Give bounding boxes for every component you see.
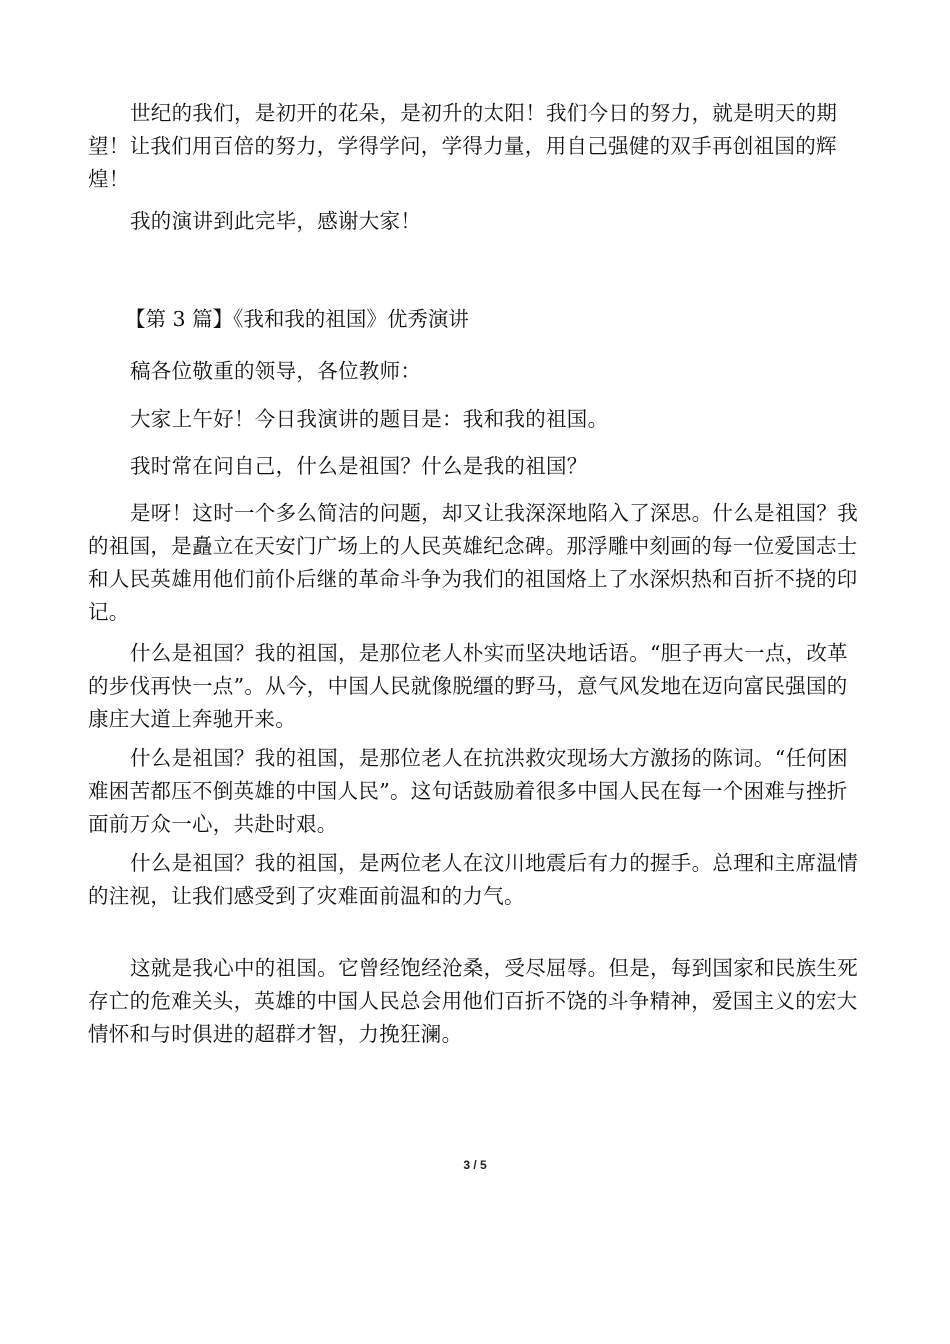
paragraph-monument: 是呀！这时一个多么简洁的问题，却又让我深深地陷入了深思。什么是祖国？我的祖国，是矗立在天安门广场上的人民英雄纪念碑。那浮雕中刻画的每一位爱国志士和人民英雄用他们前仆后继的革命斗争为我们的祖国烙上了水深炽热和百折不挠的印记。	[88, 501, 858, 624]
paragraph-closing-vision: 世纪的我们，是初开的花朵，是初升的太阳！我们今日的努力，就是明天的期望！让我们用百倍的努力，学得学问，学得力量，用自己强健的双手再创祖国的辉煌！	[88, 101, 838, 191]
paragraph-reform: 什么是祖国？我的祖国，是那位老人朴实而坚决地话语。“胆子再大一点，改革的步伐再快一点”。从今，中国人民就像脱缰的野马，意气风发地在迈向富民强国的康庄大道上奔驰开来。	[88, 641, 848, 731]
paragraph-salutation: 稿各位敬重的领导，各位教师：	[130, 359, 422, 383]
paragraph-flood-relief: 什么是祖国？我的祖国，是那位老人在抗洪救灾现场大方激扬的陈词。“任何困难困苦都压不倒英雄的中国人民”。这句话鼓励着很多中国人民在每一个困难与挫折面前万众一心，共赴时艰。	[88, 746, 848, 836]
paragraph-earthquake: 什么是祖国？我的祖国，是两位老人在汶川地震后有力的握手。总理和主席温情的注视，让我们感受到了灾难面前温和的力气。	[88, 851, 858, 908]
paragraph-speech-end: 我的演讲到此完毕，感谢大家！	[130, 209, 422, 233]
paragraph-greeting: 大家上午好！今日我演讲的题目是：我和我的祖国。	[130, 407, 609, 431]
paragraph-motherland: 这就是我心中的祖国。它曾经饱经沧桑，受尽屈辱。但是，每到国家和民族生死存亡的危难关头，英雄的中国人民总会用他们百折不饶的斗争精神，爱国主义的宏大情怀和与时俱进的超群才智，力挽狂澜。	[88, 956, 858, 1046]
section-heading: 【第 3 篇】《我和我的祖国》优秀演讲	[125, 307, 469, 331]
paragraph-question: 我时常在问自己，什么是祖国？什么是我的祖国？	[130, 454, 588, 478]
page-number: 3 / 5	[463, 1158, 487, 1172]
